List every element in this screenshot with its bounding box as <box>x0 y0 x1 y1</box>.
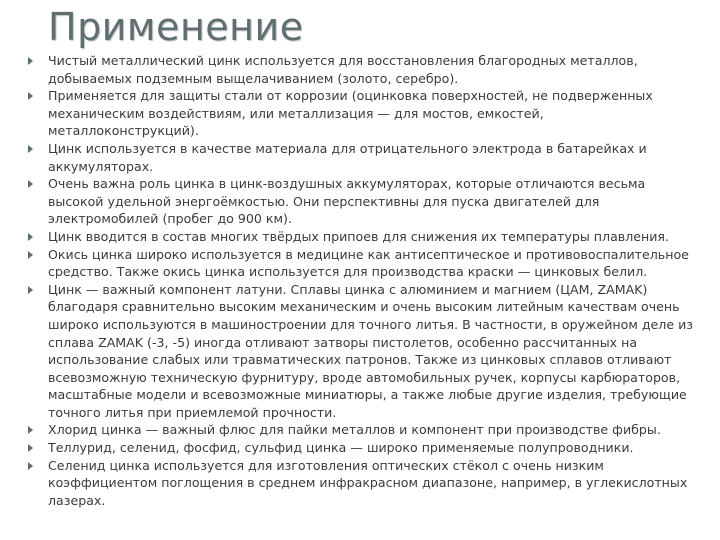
list-item-text: Теллурид, селенид, фосфид, сульфид цинка — широко применяемые полупроводники. <box>48 440 634 456</box>
list-item-text: Чистый металлический цинк используется для восстановления благородных металлов, добываемых подземным выщелачиванием (золото, серебро). <box>48 53 638 86</box>
list-item-text: Цинк используется в качестве материала для отрицательного электрода в батарейках и аккумуляторах. <box>48 140 647 174</box>
list-item <box>28 439 696 457</box>
list-item-text: Селенид цинка используется для изготовления оптических стёкол с очень низким коэффициентом поглощения в среднем инфракрасном диапазоне, например, в углекислотных лазерах. <box>48 457 688 508</box>
triangle-bullet-icon <box>28 92 33 100</box>
list-item-text: Цинк вводится в состав многих твёрдых припоев для снижения их температуры плавления. <box>48 228 670 244</box>
bullet-list <box>28 52 696 509</box>
list-item <box>28 281 696 422</box>
triangle-bullet-icon <box>28 251 33 259</box>
triangle-bullet-icon <box>28 462 33 470</box>
list-item-text: Цинк — важный компонент латуни. Сплавы цинка с алюминием и магнием (ЦАМ, ZAMAK) благодаря сравнительно высоким механическим и очень высоким литейным качествам очень широко используются в машиностроении для точного литья. В частности, в оружейном деле из сплава ZAMAK (-3, -5) иногда отливают затворы пистолетов, особенно рассчитанных на использование слабых или травматических патронов. Также из цинковых сплавов отливают всевозможную техническую фурнитуру, вроде автомобильных ручек, корпусы карбюраторов, масштабные модели и всевозможные миниатюры, а также любые другие изделия, требующие точного литья при приемлемой прочности. <box>48 281 693 420</box>
list-item-text: Хлорид цинка — важный флюс для пайки металлов и компонент при производстве фибры. <box>48 422 661 438</box>
triangle-bullet-icon <box>28 180 33 188</box>
list-item <box>28 421 696 439</box>
triangle-bullet-icon <box>28 426 33 434</box>
triangle-bullet-icon <box>28 145 33 153</box>
list-item <box>28 140 696 175</box>
list-item <box>28 52 696 87</box>
list-item-text: Применяется для защиты стали от коррозии (оцинковка поверхностей, не подверженных механическим воздействиям, или металлизация — для мостов, емкостей, металлоконструкций). <box>48 88 653 139</box>
triangle-bullet-icon <box>28 444 33 452</box>
page-title: Применение <box>48 5 304 49</box>
list-item <box>28 228 696 246</box>
list-item <box>28 246 696 281</box>
list-item <box>28 87 696 140</box>
triangle-bullet-icon <box>28 286 33 294</box>
triangle-bullet-icon <box>28 233 33 241</box>
list-item-text: Очень важна роль цинка в цинк-воздушных аккумуляторах, которые отличаются весьма высокой удельной энергоёмкостью. Они перспективны для пуска двигателей для электромобилей (пробег до 900 км). <box>48 176 646 227</box>
list-item-text: Окись цинка широко используется в медицине как антисептическое и противовоспалительное средство. Также окись цинка используется для производства краски — цинковых белил. <box>48 246 689 280</box>
list-item <box>28 175 696 228</box>
list-item <box>28 457 696 510</box>
triangle-bullet-icon <box>28 57 33 65</box>
